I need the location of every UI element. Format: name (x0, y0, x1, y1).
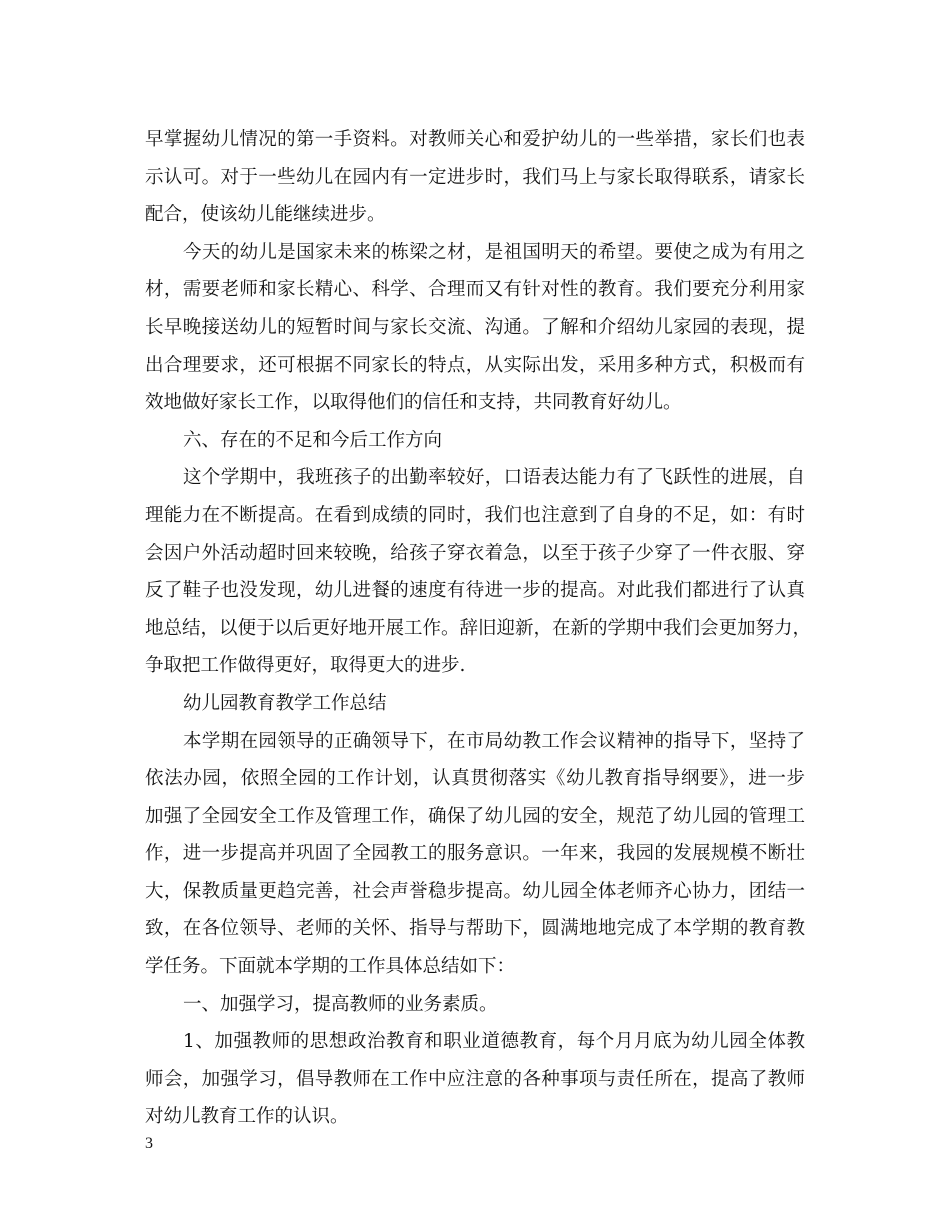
text-line: 出合理要求，还可根据不同家长的特点，从实际出发，采用多种方式，积极而有 (145, 354, 805, 376)
paragraph (145, 234, 805, 422)
text-line: 师会，加强学习，倡导教师在工作中应注意的各种事项与责任所在，提高了教师 (145, 1068, 805, 1090)
document-title (145, 685, 805, 723)
text-line: 1、加强教师的思想政治教育和职业道德教育，每个月月底为幼儿园全体教 (183, 1031, 805, 1053)
text-line: 作，进一步提高并巩固了全园教工的服务意识。一年来，我园的发展规模不断壮 (145, 843, 805, 865)
text-line: 幼儿园教育教学工作总结 (183, 692, 387, 714)
text-line: 争取把工作做得更好，取得更大的进步. (145, 655, 466, 677)
text-line: 会因户外活动超时回来较晚，给孩子穿衣着急，以至于孩子少穿了一件衣服、穿 (145, 542, 805, 564)
text-line: 依法办园，依照全园的工作计划，认真贯彻落实《幼儿教育指导纲要》，进一步 (145, 768, 805, 790)
paragraph (145, 121, 805, 234)
paragraph (145, 459, 812, 685)
page-number: 3 (145, 1135, 153, 1152)
text-line: 反了鞋子也没发现，幼儿进餐的速度有待进一步的提高。对此我们都进行了认真 (145, 580, 805, 602)
text-line: 地总结，以便于以后更好地开展工作。辞旧迎新，在新的学期中我们会更加努力， (145, 617, 812, 639)
text-line: 示认可。对于一些幼儿在园内有一定进步时，我们马上与家长取得联系，请家长 (145, 166, 805, 188)
paragraph (145, 723, 805, 986)
text-line: 今天的幼儿是国家未来的栋梁之材，是祖国明天的希望。要使之成为有用之 (183, 241, 805, 263)
text-line: 学任务。下面就本学期的工作具体总结如下： (145, 956, 516, 978)
section-heading (145, 422, 805, 460)
section-heading (145, 986, 805, 1024)
text-line: 早掌握幼儿情况的第一手资料。对教师关心和爱护幼儿的一些举措，家长们也表 (145, 129, 805, 150)
text-line: 六、存在的不足和今后工作方向 (183, 429, 443, 451)
text-line: 本学期在园领导的正确领导下，在市局幼教工作会议精神的指导下，坚持了 (183, 730, 805, 752)
text-line: 大，保教质量更趋完善，社会声誉稳步提高。幼儿园全体老师齐心协力，团结一 (145, 880, 805, 902)
text-line: 理能力在不断提高。在看到成绩的同时，我们也注意到了自身的不足，如：有时 (145, 504, 805, 526)
text-line: 对幼儿教育工作的认识。 (145, 1106, 349, 1128)
document-body (145, 121, 812, 1136)
text-line: 材，需要老师和家长精心、科学、合理而又有针对性的教育。我们要充分利用家 (145, 279, 805, 301)
text-line: 长早晚接送幼儿的短暂时间与家长交流、沟通。了解和介绍幼儿家园的表现，提 (145, 316, 805, 338)
text-line: 效地做好家长工作，以取得他们的信任和支持，共同教育好幼儿。 (145, 392, 682, 414)
text-line: 致，在各位领导、老师的关怀、指导与帮助下，圆满地地完成了本学期的教育教 (145, 918, 805, 940)
text-line: 加强了全园安全工作及管理工作，确保了幼儿园的安全，规范了幼儿园的管理工 (145, 805, 805, 827)
paragraph (145, 1023, 805, 1136)
text-line: 一、加强学习，提高教师的业务素质。 (183, 993, 498, 1015)
text-line: 这个学期中，我班孩子的出勤率较好，口语表达能力有了飞跃性的进展，自 (183, 467, 805, 489)
text-line: 配合，使该幼儿能继续进步。 (145, 204, 386, 226)
